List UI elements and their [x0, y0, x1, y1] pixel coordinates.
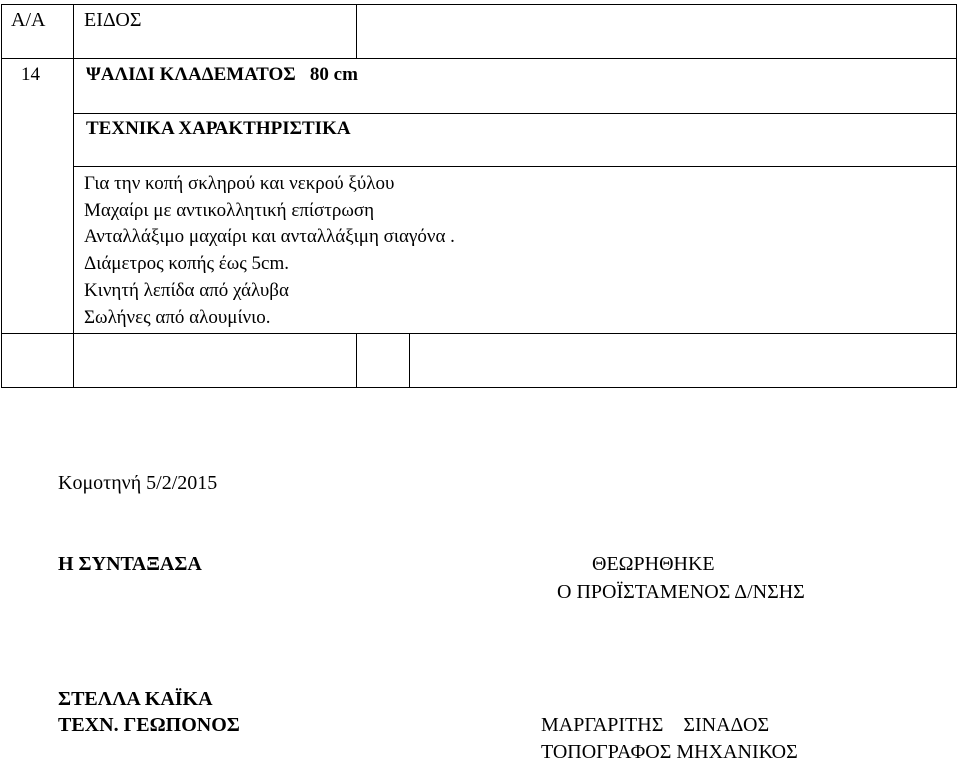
author-title: ΤΕΧΝ. ΓΕΩΠΟΝΟΣ	[58, 714, 240, 736]
spec-heading: ΤΕΧΝΙΚΑ ΧΑΡΑΚΤΗΡΙΣΤΙΚΑ	[86, 118, 351, 139]
header-aa: Α/Α	[11, 9, 46, 31]
table-col-divider-bottom-a	[356, 333, 357, 388]
table-col-divider-header	[356, 4, 357, 59]
table-rule-header	[1, 58, 957, 59]
approval-heading: ΘΕΩΡΗΘΗΚΕ	[592, 553, 715, 575]
approver-role: Ο ΠΡΟΪΣΤΑΜΕΝΟΣ Δ/ΝΣΗΣ	[557, 581, 805, 603]
table-rule-spec	[73, 166, 957, 167]
table-col-divider	[73, 4, 74, 388]
approver-title: ΤΟΠΟΓΡΑΦΟΣ ΜΗΧΑΝΙΚΟΣ	[541, 741, 798, 763]
spec-line: Μαχαίρι με αντικολλητική επίστρωση	[84, 200, 375, 221]
table-border-right	[956, 4, 957, 388]
table-rule-title	[73, 113, 957, 114]
item-title: ΨΑΛΙΔΙ ΚΛΑΔΕΜΑΤΟΣ 80 cm	[86, 64, 358, 85]
row-number: 14	[21, 64, 40, 85]
spec-line: Σωλήνες από αλουμίνιο.	[84, 307, 271, 328]
author-name: ΣΤΕΛΛΑ ΚΑΪΚΑ	[58, 688, 213, 710]
approver-name: ΜΑΡΓΑΡΙΤΗΣ ΣΙΝΑΔΟΣ	[541, 714, 770, 736]
spec-line: Διάμετρος κοπής έως 5cm.	[84, 253, 290, 274]
table-border-top	[1, 4, 957, 5]
table-border-left	[1, 4, 2, 388]
table-border-bottom	[1, 387, 957, 388]
author-heading: Η ΣΥΝΤΑΞΑΣΑ	[58, 553, 202, 575]
spec-line: Για την κοπή σκληρού και νεκρού ξύλου	[84, 173, 395, 194]
place-date: Κομοτηνή 5/2/2015	[58, 472, 218, 494]
table-col-divider-bottom-b	[409, 333, 410, 388]
spec-line: Ανταλλάξιμο μαχαίρι και ανταλλάξιμη σιαγόνα .	[84, 226, 455, 247]
table-rule-description	[1, 333, 957, 334]
header-item: ΕΙΔΟΣ	[84, 9, 142, 31]
spec-line: Κινητή λεπίδα από χάλυβα	[84, 280, 289, 301]
